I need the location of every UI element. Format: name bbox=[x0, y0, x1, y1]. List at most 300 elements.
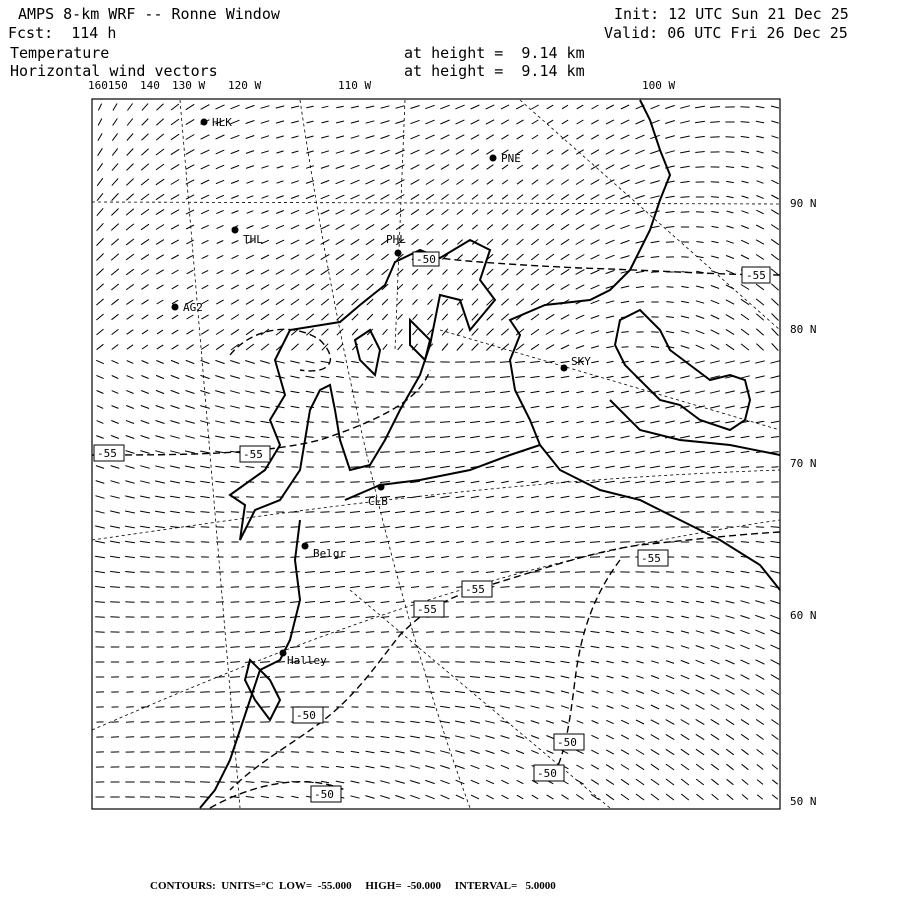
wind-vector bbox=[245, 376, 255, 379]
wind-vector bbox=[425, 452, 435, 453]
wind-vector bbox=[380, 511, 390, 512]
wind-vector bbox=[440, 407, 450, 408]
wind-vector bbox=[726, 329, 734, 334]
wind-vector bbox=[290, 572, 300, 573]
wind-vector bbox=[412, 239, 419, 245]
wind-vector bbox=[531, 299, 539, 305]
wind-vector bbox=[501, 765, 509, 768]
wind-vector bbox=[606, 331, 614, 333]
wind-vector bbox=[412, 284, 417, 289]
wind-vector bbox=[395, 526, 405, 527]
wind-vector bbox=[366, 632, 374, 633]
wind-vector bbox=[756, 106, 765, 107]
wind-vector bbox=[113, 119, 118, 126]
wind-vector bbox=[606, 720, 613, 723]
wind-vector bbox=[772, 166, 779, 169]
wind-vector bbox=[277, 181, 284, 183]
wind-vector bbox=[575, 511, 584, 512]
wind-vector bbox=[395, 467, 405, 468]
wind-vector bbox=[215, 647, 224, 648]
wind-vector bbox=[245, 406, 255, 408]
wind-vector bbox=[156, 179, 164, 185]
wind-vector bbox=[185, 707, 194, 708]
wind-vector bbox=[471, 765, 480, 768]
contour-label: -55 bbox=[417, 603, 437, 616]
wind-vector bbox=[666, 734, 674, 739]
wind-vector bbox=[366, 362, 373, 363]
wind-vector bbox=[726, 315, 734, 320]
wind-vector bbox=[575, 542, 585, 543]
wind-vector bbox=[622, 676, 629, 678]
wind-vector bbox=[215, 662, 224, 663]
wind-vector bbox=[695, 451, 705, 453]
wind-vector bbox=[186, 360, 194, 363]
wind-vector bbox=[320, 647, 329, 648]
wind-vector bbox=[471, 511, 479, 512]
wind-vector bbox=[186, 165, 195, 170]
wind-vector bbox=[171, 195, 179, 200]
wind-vector bbox=[201, 180, 209, 184]
wind-vector bbox=[381, 362, 388, 363]
wind-vector bbox=[440, 766, 449, 769]
wind-vector bbox=[516, 721, 525, 724]
wind-vector bbox=[382, 314, 387, 320]
wind-vector bbox=[740, 107, 749, 108]
wind-vector bbox=[636, 302, 644, 303]
wind-vector bbox=[696, 631, 704, 634]
wind-vector bbox=[546, 209, 553, 214]
wind-vector bbox=[500, 706, 510, 708]
wind-vector bbox=[276, 270, 284, 275]
wind-vector bbox=[516, 750, 524, 753]
station-label: THL bbox=[243, 233, 263, 246]
wind-vector bbox=[425, 706, 434, 707]
wind-vector bbox=[545, 661, 554, 662]
wind-vector bbox=[171, 692, 180, 693]
wind-vector bbox=[336, 781, 344, 783]
wind-vector bbox=[262, 196, 269, 199]
wind-vector bbox=[246, 329, 254, 335]
wind-vector bbox=[710, 122, 720, 123]
wind-vector bbox=[516, 344, 524, 350]
wind-vector bbox=[201, 647, 210, 648]
wind-vector bbox=[547, 795, 554, 799]
wind-vector bbox=[217, 270, 224, 273]
wind-vector bbox=[500, 406, 509, 407]
wind-vector bbox=[440, 422, 450, 423]
wind-vector bbox=[741, 542, 749, 543]
wind-vector bbox=[351, 180, 360, 184]
wind-vector bbox=[186, 150, 195, 155]
wind-vector bbox=[440, 481, 449, 482]
wind-vector bbox=[351, 195, 360, 199]
wind-vector bbox=[95, 511, 104, 513]
wind-vector bbox=[141, 194, 149, 200]
wind-vector bbox=[486, 120, 494, 124]
wind-vector bbox=[500, 676, 510, 677]
wind-vector bbox=[756, 240, 764, 244]
wind-vector bbox=[112, 329, 119, 334]
wind-vector bbox=[606, 436, 615, 438]
wind-vector bbox=[247, 211, 254, 214]
wind-vector bbox=[126, 451, 135, 454]
wind-vector bbox=[530, 376, 539, 377]
wind-vector bbox=[260, 647, 270, 648]
wind-vector bbox=[276, 240, 284, 244]
wind-vector bbox=[532, 795, 538, 799]
wind-vector bbox=[111, 284, 118, 290]
wind-vector bbox=[156, 390, 164, 393]
forecast-hour: Fcst: 114 h bbox=[8, 24, 117, 42]
wind-vector bbox=[170, 466, 180, 468]
wind-vector bbox=[590, 542, 600, 543]
wind-vector bbox=[307, 767, 314, 768]
wind-vector bbox=[470, 751, 479, 754]
wind-vector bbox=[291, 121, 299, 123]
wind-vector bbox=[126, 436, 134, 439]
wind-vector bbox=[140, 481, 150, 483]
wind-vector bbox=[606, 165, 615, 170]
wind-vector bbox=[771, 106, 779, 108]
wind-vector bbox=[591, 406, 598, 408]
wind-vector bbox=[741, 719, 749, 724]
wind-vector bbox=[350, 541, 360, 542]
wind-vector bbox=[650, 406, 659, 408]
wind-vector bbox=[696, 764, 704, 770]
wind-vector bbox=[635, 211, 644, 214]
wind-vector bbox=[470, 421, 480, 422]
wind-vector bbox=[636, 391, 645, 393]
wind-vector bbox=[532, 195, 539, 200]
wind-vector bbox=[261, 436, 270, 437]
wind-vector bbox=[140, 541, 150, 542]
wind-vector bbox=[516, 541, 524, 542]
wind-vector bbox=[365, 541, 375, 542]
wind-vector bbox=[695, 167, 704, 168]
wind-vector bbox=[472, 299, 478, 305]
wind-vector bbox=[455, 691, 465, 692]
wind-vector bbox=[276, 106, 284, 108]
wind-vector bbox=[546, 406, 554, 407]
wind-vector bbox=[771, 254, 779, 260]
wind-vector bbox=[380, 452, 390, 453]
wind-vector bbox=[96, 496, 105, 499]
wind-vector bbox=[170, 481, 180, 483]
wind-vector bbox=[472, 344, 479, 351]
wind-vector bbox=[112, 391, 119, 394]
wind-vector bbox=[710, 406, 720, 408]
wind-vector bbox=[486, 451, 495, 452]
wind-vector bbox=[487, 239, 493, 244]
wind-vector bbox=[756, 719, 764, 724]
wind-vector bbox=[696, 734, 704, 739]
map-title: AMPS 8-km WRF -- Ronne Window bbox=[18, 5, 280, 23]
wind-vector bbox=[96, 436, 103, 439]
wind-vector bbox=[771, 376, 780, 378]
wind-vector bbox=[216, 512, 225, 513]
wind-vector bbox=[320, 542, 330, 543]
wind-vector bbox=[651, 764, 659, 770]
wind-vector bbox=[141, 421, 149, 424]
wind-vector bbox=[755, 586, 764, 588]
wind-vector bbox=[502, 795, 509, 799]
wind-vector bbox=[696, 345, 705, 349]
wind-vector bbox=[200, 451, 210, 453]
wind-vector bbox=[545, 557, 555, 558]
wind-vector bbox=[575, 496, 584, 498]
wind-vector bbox=[126, 224, 134, 230]
wind-vector bbox=[172, 285, 179, 289]
wind-vector bbox=[650, 512, 660, 513]
wind-vector bbox=[531, 105, 538, 109]
wind-vector bbox=[636, 779, 644, 785]
wind-vector bbox=[411, 224, 418, 229]
wind-vector bbox=[486, 795, 493, 799]
wind-vector bbox=[680, 166, 689, 167]
lon-label: 130 W bbox=[172, 79, 206, 92]
wind-vector bbox=[665, 151, 675, 154]
wind-vector bbox=[621, 794, 629, 800]
wind-vector bbox=[155, 481, 165, 483]
wind-vector bbox=[501, 481, 509, 482]
wind-vector bbox=[621, 616, 629, 617]
wind-vector bbox=[142, 119, 149, 126]
wind-vector bbox=[411, 692, 420, 693]
wind-vector bbox=[186, 240, 193, 244]
wind-vector bbox=[576, 346, 584, 349]
wind-vector bbox=[291, 422, 299, 423]
wind-vector bbox=[187, 255, 194, 259]
wind-vector bbox=[636, 691, 644, 694]
wind-vector bbox=[260, 361, 270, 364]
wind-vector bbox=[725, 391, 735, 393]
wind-vector bbox=[457, 210, 463, 215]
wind-vector bbox=[171, 255, 178, 259]
wind-vector bbox=[246, 255, 254, 259]
wind-vector bbox=[546, 496, 554, 497]
wind-vector bbox=[410, 120, 419, 123]
wind-vector bbox=[531, 736, 539, 739]
wind-vector bbox=[305, 677, 314, 678]
wind-vector bbox=[531, 421, 539, 422]
wind-vector bbox=[366, 180, 375, 184]
wind-vector bbox=[681, 631, 689, 633]
wind-vector bbox=[172, 300, 178, 304]
latitude-labels bbox=[790, 197, 817, 808]
wind-vector bbox=[216, 195, 224, 198]
wind-vector bbox=[516, 421, 525, 422]
wind-vector bbox=[113, 104, 117, 111]
wind-vector bbox=[501, 299, 508, 306]
wind-vector bbox=[336, 195, 345, 199]
wind-vector bbox=[350, 586, 360, 587]
wind-vector bbox=[530, 587, 540, 588]
wind-vector bbox=[547, 165, 554, 170]
wind-vector bbox=[486, 135, 494, 140]
wind-vector bbox=[442, 314, 448, 320]
wind-vector bbox=[636, 406, 645, 408]
wind-vector bbox=[381, 165, 390, 169]
wind-vector bbox=[365, 571, 375, 572]
wind-vector bbox=[711, 705, 720, 710]
wind-vector bbox=[501, 135, 508, 139]
wind-vector bbox=[620, 542, 630, 543]
wind-vector bbox=[455, 706, 465, 708]
wind-vector bbox=[620, 451, 629, 453]
wind-vector bbox=[711, 764, 719, 770]
wind-vector bbox=[111, 254, 119, 260]
wind-vector bbox=[425, 780, 434, 783]
wind-vector bbox=[591, 765, 599, 769]
wind-vector bbox=[546, 194, 553, 199]
wind-vector bbox=[456, 165, 464, 170]
wind-vector bbox=[531, 541, 540, 542]
wind-vector bbox=[501, 466, 509, 467]
wind-vector bbox=[756, 225, 764, 229]
wind-vector bbox=[711, 197, 719, 198]
wind-vector bbox=[200, 692, 210, 693]
wind-vector bbox=[562, 150, 569, 155]
wind-vector bbox=[306, 314, 314, 320]
wind-vector bbox=[472, 195, 478, 200]
wind-vector bbox=[366, 269, 373, 275]
wind-vector bbox=[471, 572, 479, 573]
wind-vector bbox=[110, 571, 120, 572]
wind-vector bbox=[741, 240, 749, 244]
wind-vector bbox=[742, 181, 749, 183]
wind-vector bbox=[561, 315, 569, 320]
wind-vector bbox=[126, 406, 134, 409]
wind-vector bbox=[696, 227, 704, 228]
wind-vector bbox=[185, 496, 195, 497]
wind-vector bbox=[741, 601, 750, 604]
wind-vector bbox=[547, 751, 554, 754]
wind-vector bbox=[321, 767, 329, 768]
wind-vector bbox=[230, 361, 239, 364]
wind-vector bbox=[651, 676, 659, 679]
wind-vector bbox=[276, 557, 285, 558]
wind-vector bbox=[756, 556, 765, 557]
wind-vector bbox=[665, 466, 675, 468]
wind-vector bbox=[531, 391, 540, 392]
wind-vector bbox=[666, 331, 674, 332]
wind-vector bbox=[306, 407, 314, 408]
wind-vector bbox=[365, 586, 374, 587]
wind-vector bbox=[561, 496, 570, 498]
wind-vector bbox=[575, 632, 584, 633]
wind-vector bbox=[606, 735, 614, 739]
wind-vector bbox=[636, 676, 643, 679]
wind-vector bbox=[681, 346, 690, 349]
wind-vector bbox=[772, 467, 779, 468]
wind-vector bbox=[770, 630, 779, 634]
wind-vector bbox=[651, 794, 659, 800]
wind-vector bbox=[275, 617, 285, 618]
wind-vector bbox=[576, 691, 584, 693]
wind-vector bbox=[142, 361, 149, 364]
wind-vector bbox=[336, 136, 344, 138]
wind-vector bbox=[741, 586, 750, 588]
wind-vector bbox=[500, 691, 510, 693]
wind-vector bbox=[621, 705, 629, 708]
wind-vector bbox=[471, 105, 480, 109]
wind-vector bbox=[501, 526, 508, 527]
wind-vector bbox=[560, 557, 570, 558]
wind-vector bbox=[620, 436, 629, 438]
wind-vector bbox=[426, 209, 433, 214]
wind-vector bbox=[95, 556, 105, 558]
wind-vector bbox=[741, 151, 749, 152]
wind-vector bbox=[591, 780, 599, 785]
wind-vector bbox=[365, 482, 375, 483]
wind-vector bbox=[383, 329, 388, 335]
wind-vector bbox=[261, 166, 268, 168]
wind-vector bbox=[590, 511, 600, 512]
wind-vector bbox=[440, 751, 450, 754]
wind-vector bbox=[681, 572, 688, 573]
wind-vector bbox=[696, 705, 705, 710]
wind-vector bbox=[230, 391, 240, 394]
wind-vector bbox=[427, 314, 432, 320]
wind-vector bbox=[410, 721, 419, 722]
wind-vector bbox=[485, 362, 495, 363]
wind-vector bbox=[201, 210, 209, 214]
wind-vector bbox=[605, 602, 614, 603]
wind-vector bbox=[561, 676, 570, 678]
wind-vector bbox=[156, 421, 165, 424]
wind-vector bbox=[590, 557, 600, 558]
wind-vector bbox=[651, 749, 659, 754]
contour-label: -50 bbox=[416, 253, 436, 266]
wind-vector bbox=[500, 647, 510, 648]
wind-vector bbox=[127, 119, 133, 126]
wind-vector bbox=[635, 466, 645, 468]
wind-vector bbox=[336, 766, 344, 767]
wind-vector bbox=[500, 377, 510, 378]
wind-vector bbox=[411, 571, 419, 572]
wind-vector bbox=[397, 299, 402, 305]
wind-vector bbox=[411, 150, 420, 154]
wind-vector bbox=[366, 737, 374, 738]
wind-vector bbox=[726, 557, 734, 558]
wind-vector bbox=[530, 557, 539, 558]
wind-vector bbox=[305, 617, 315, 618]
wind-vector bbox=[561, 391, 569, 392]
wind-vector bbox=[232, 241, 239, 244]
wind-vector bbox=[127, 361, 134, 364]
wind-vector bbox=[620, 225, 629, 228]
wind-vector bbox=[366, 136, 375, 139]
wind-vector bbox=[186, 225, 194, 229]
wind-vector bbox=[712, 226, 719, 227]
wind-vector bbox=[561, 180, 568, 185]
contour-label: -50 bbox=[314, 788, 334, 801]
wind-vector bbox=[472, 329, 479, 336]
wind-vector bbox=[620, 527, 630, 528]
station-marker bbox=[561, 365, 568, 372]
wind-vector bbox=[665, 497, 675, 498]
wind-vector bbox=[680, 151, 690, 153]
wind-vector bbox=[635, 195, 644, 198]
wind-vector bbox=[666, 705, 674, 709]
wind-vector bbox=[696, 719, 705, 724]
wind-vector bbox=[590, 617, 599, 618]
wind-vector bbox=[621, 120, 629, 124]
wind-vector bbox=[681, 690, 690, 694]
wind-vector bbox=[486, 751, 495, 754]
wind-vector bbox=[650, 451, 660, 453]
wind-vector bbox=[456, 120, 465, 124]
